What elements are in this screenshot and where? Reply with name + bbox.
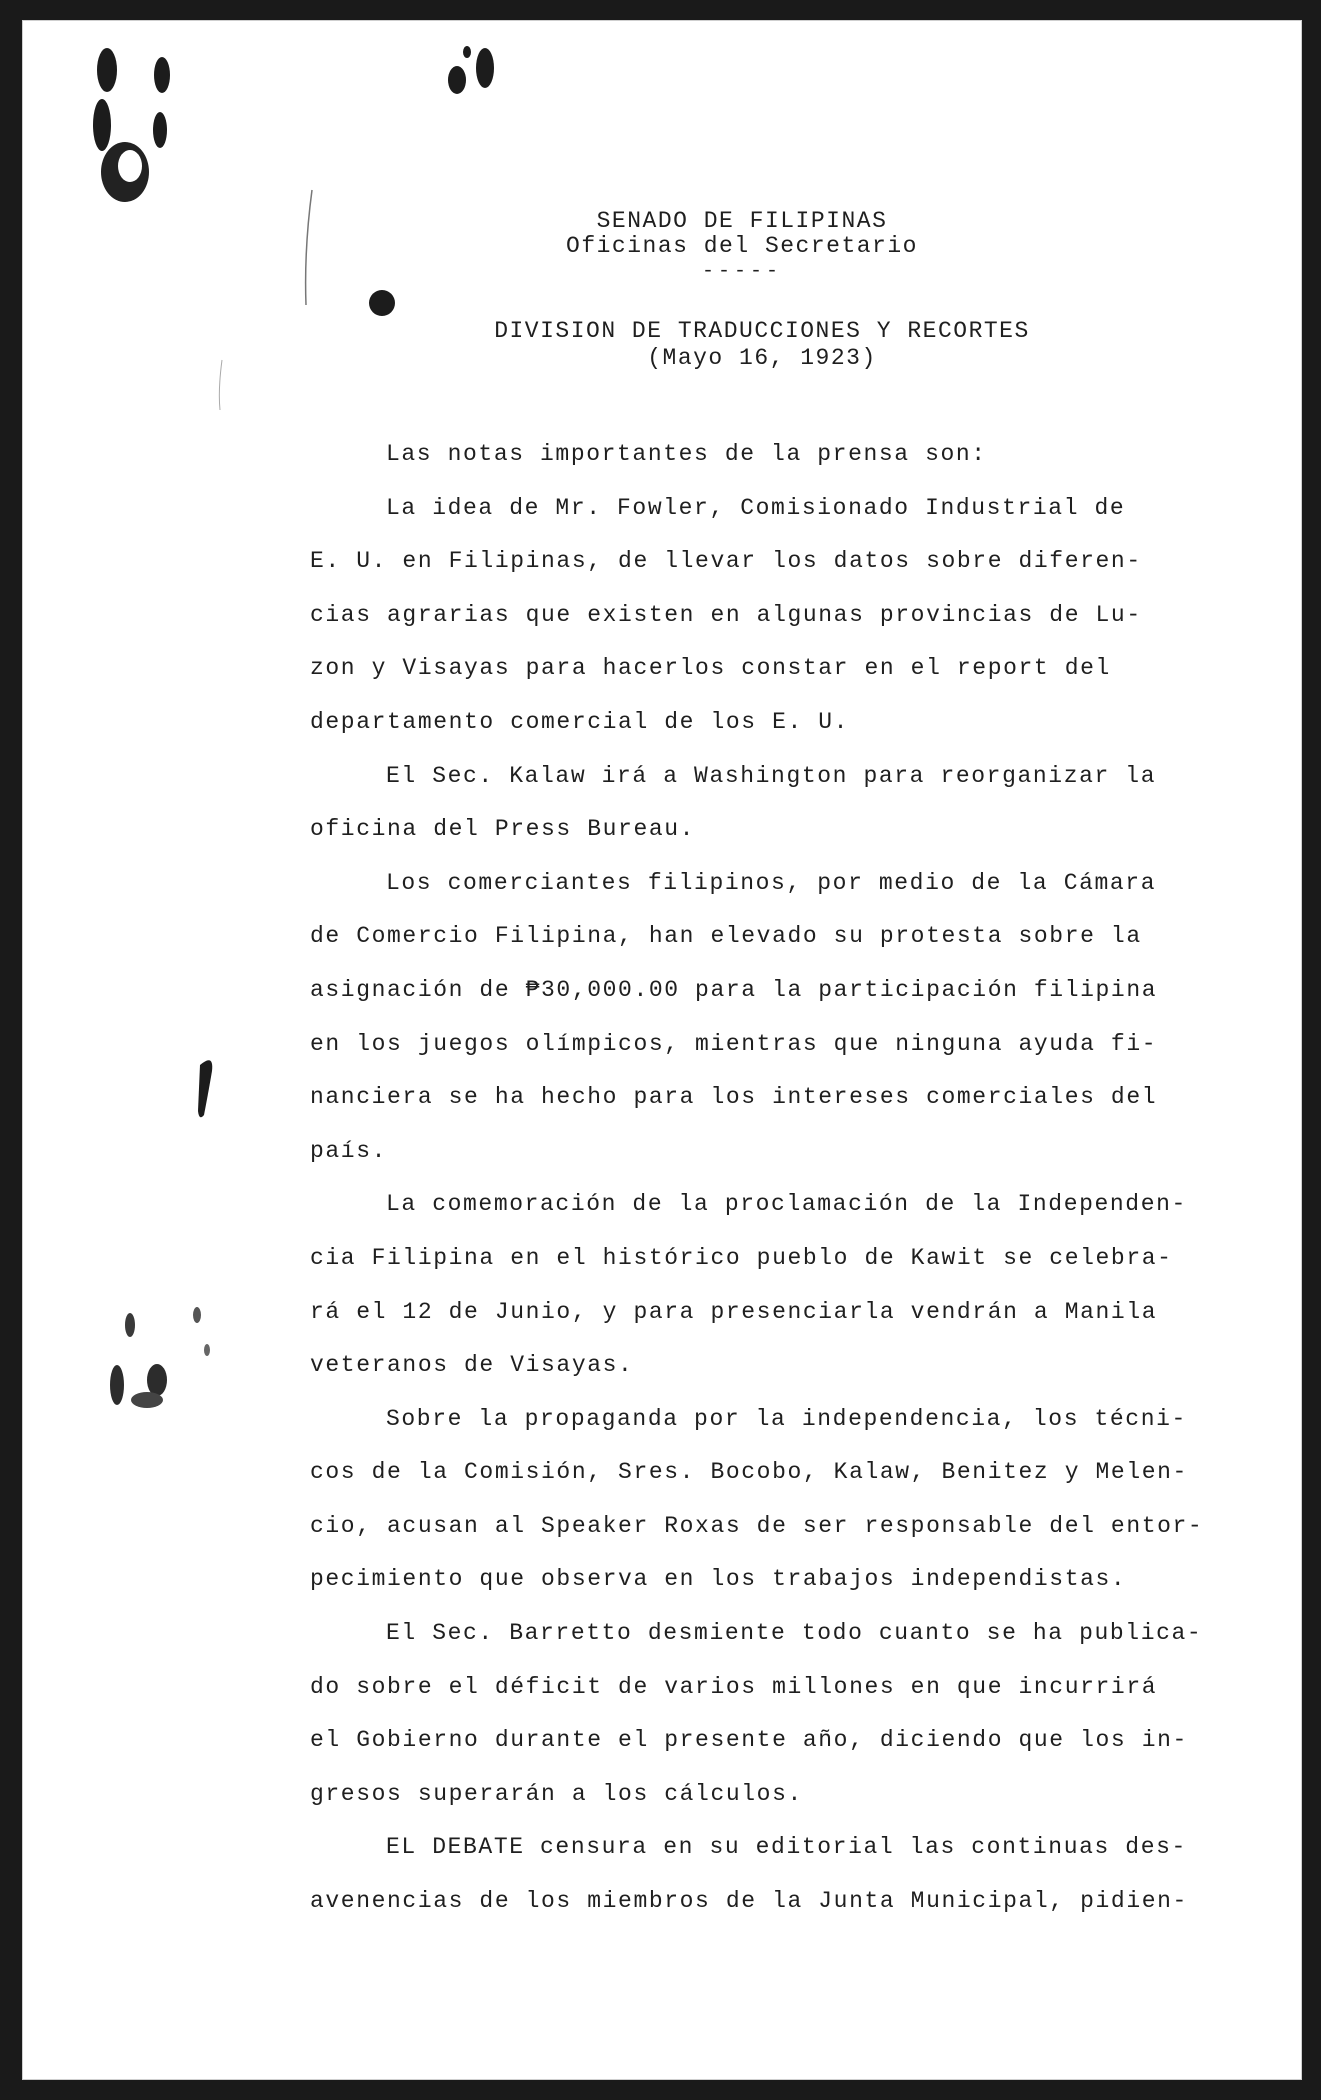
body-line: La comemoración de la proclamación de la Independen- xyxy=(386,1191,1187,1218)
body-line: zon y Visayas para hacerlos constar en el report del xyxy=(310,655,1111,682)
body-line: Sobre la propaganda por la independencia, los técni- xyxy=(386,1405,1187,1432)
body-line: de Comercio Filipina, han elevado su protesta sobre la xyxy=(310,923,1142,950)
body-line: cio, acusan al Speaker Roxas de ser responsable del entor- xyxy=(310,1512,1204,1539)
body-line: avenencias de los miembros de la Junta Municipal, pidien- xyxy=(310,1888,1188,1915)
body-line: asignación de ₱30,000.00 para la participación filipina xyxy=(310,976,1158,1003)
body-line: El Sec. Barretto desmiente todo cuanto se ha publica- xyxy=(386,1620,1203,1647)
body-line: rá el 12 de Junio, y para presenciarla vendrán a Manila xyxy=(310,1298,1158,1325)
body-line: cia Filipina en el histórico pueblo de Kawit se celebra- xyxy=(310,1244,1173,1271)
body-line: país. xyxy=(310,1137,388,1164)
body-line: gresos superarán a los cálculos. xyxy=(310,1780,803,1807)
document-page xyxy=(22,20,1302,2080)
body-line: Los comerciantes filipinos, por medio de la Cámara xyxy=(386,869,1157,896)
office-subtitle: Oficinas del Secretario xyxy=(566,233,918,259)
senate-title: SENADO DE FILIPINAS xyxy=(596,208,888,234)
body-line: veteranos de Visayas. xyxy=(310,1352,634,1379)
body-line: Las notas importantes de la prensa son: xyxy=(386,441,987,467)
body-line: E. U. en Filipinas, de llevar los datos sobre diferen- xyxy=(310,548,1142,575)
body-line: cias agrarias que existen en algunas provincias de Lu- xyxy=(310,601,1142,628)
body-line: pecimiento que observa en los trabajos independistas. xyxy=(310,1566,1127,1593)
body-line: La idea de Mr. Fowler, Comisionado Industrial de xyxy=(386,494,1126,521)
document-date: (Mayo 16, 1923) xyxy=(647,345,877,371)
body-line: oficina del Press Bureau. xyxy=(310,816,696,843)
body-line: El Sec. Kalaw irá a Washington para reorganizar la xyxy=(386,762,1157,789)
body-line: en los juegos olímpicos, mientras que ninguna ayuda fi- xyxy=(310,1030,1158,1057)
body-line: departamento comercial de los E. U. xyxy=(310,708,850,735)
body-line: el Gobierno durante el presente año, diciendo que los in- xyxy=(310,1727,1188,1754)
body-line: EL DEBATE censura en su editorial las continuas des- xyxy=(386,1834,1187,1861)
body-line: cos de la Comisión, Sres. Bocobo, Kalaw, Benitez y Melen- xyxy=(310,1459,1188,1486)
division-title: DIVISION DE TRADUCCIONES Y RECORTES xyxy=(494,318,1030,344)
body-line: nanciera se ha hecho para los intereses comerciales del xyxy=(310,1084,1158,1111)
body-line: do sobre el déficit de varios millones en que incurrirá xyxy=(310,1673,1158,1700)
header-separator: ----- xyxy=(701,260,782,283)
document-body xyxy=(310,428,1220,1929)
